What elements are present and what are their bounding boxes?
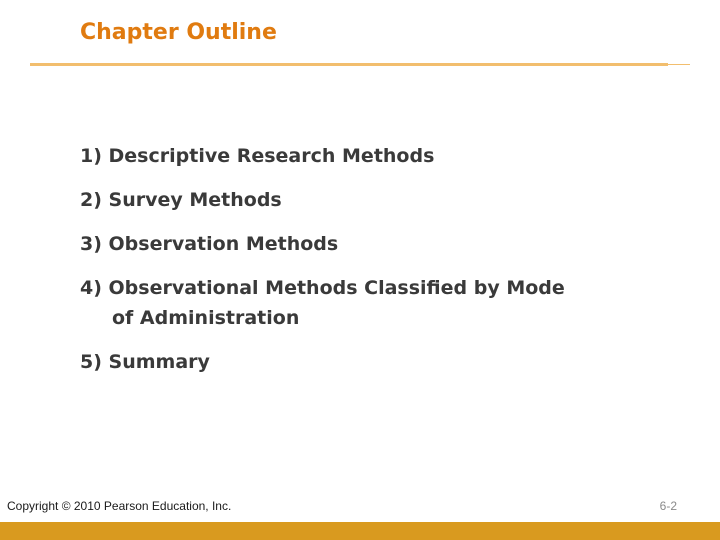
title-divider-tail [668, 64, 690, 65]
outline-item-text-continued: of Administration [112, 307, 300, 329]
bottom-accent-bar [0, 522, 720, 540]
outline-item-5 [80, 347, 680, 377]
slide-number: 6-2 [659, 499, 677, 513]
copyright-notice: Copyright © 2010 Pearson Education, Inc. [7, 499, 232, 513]
outline-item-text: 3) Observation Methods [80, 233, 339, 255]
outline-item-text: 2) Survey Methods [80, 189, 282, 211]
title-divider [30, 63, 668, 66]
outline-item-2 [80, 185, 680, 215]
outline-item-3 [80, 229, 680, 259]
outline-item-text: 4) Observational Methods Classified by Mode [80, 277, 565, 299]
outline-item-4 [80, 273, 680, 333]
outline-item-1 [80, 141, 680, 171]
chapter-outline-list [80, 141, 680, 391]
slide-title: Chapter Outline [80, 20, 277, 45]
outline-item-text: 1) Descriptive Research Methods [80, 145, 435, 167]
outline-item-text: 5) Summary [80, 351, 210, 373]
